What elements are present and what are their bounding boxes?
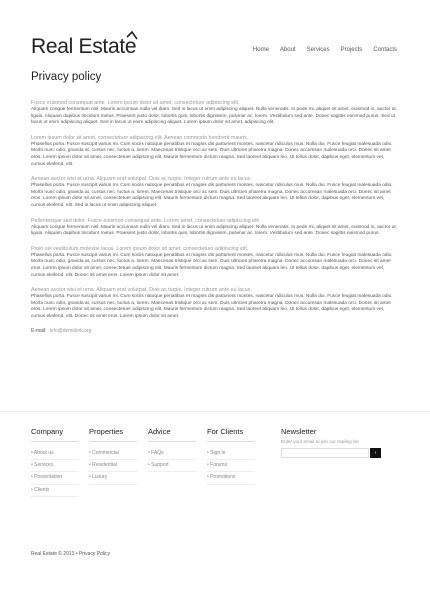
footer-link[interactable]: • Clients bbox=[31, 487, 89, 499]
footer-column-title: Advice bbox=[148, 427, 171, 436]
section-text: Aliquam congue fermentum nisl. Mauris accumsan nulla vel diam. Sed in lacus ut enim adipiscing aliquet. Nulla venenatis. In pede mi, aliquet sit amet, euismod in, auctor ut, ligula. Aliquam dapibus tincidunt metus. Praesent justo dolor, lobortis quis, lobortis dignissim, pulvinar ac, lorem. Vestibulum sed ante. Donec sagittis euismod purus. Sed ut lacus ut enim adipiscing aliquet. Sed in lacus ut enim adipiscing aliquet. Lorem ipsum dolor sit amet, adipiscing elit. bbox=[31, 107, 398, 126]
footer-link[interactable]: • About us bbox=[31, 450, 89, 462]
roof-icon bbox=[126, 30, 138, 42]
email-link[interactable]: info@demolink.org bbox=[49, 328, 92, 335]
section-heading: Lorem ipsum dolor sit amet, consectetuer adipiscing elit. Aenean commodo hendrerit mauris. bbox=[31, 134, 249, 141]
footer-link[interactable]: • Presentation bbox=[31, 474, 89, 486]
newsletter-email-input[interactable] bbox=[281, 448, 369, 458]
section-text: Phasellus porta. Fusce suscipit varius mi. Cum sociis natoque penatibus et magnis dis parturient montes, nascetur ridiculus mus. Nulla dui. Fusce feugiat malesuada odio. Morbi nunc odio, gravida at, cursus nec, luctus a, lorem. Maecenas tristique orci ac sem. Duis ultricies pharetra magna. Donec accumsan malesuada orci. Donec sit amet eros. Lorem ipsum dolor sit amet, consectetuer adipiscing elit. Mauris fermentum dictum magna. Sed laoreet aliquam leo. Ut tellus dolor, dapibus eget, elementum vel, cursus eleifend, elit. bbox=[31, 141, 393, 167]
divider bbox=[207, 441, 255, 442]
page-title: Privacy policy bbox=[31, 71, 102, 83]
section-text: Phasellus porta. Fusce suscipit varius mi. Cum sociis natoque penatibus et magnis dis parturient montes, nascetur ridiculus mus. Nulla dui. Fusce feugiat malesuada odio. Morbi nunc odio, gravida at, cursus nec, luctus a, lorem. Maecenas tristique orci ac sem. Duis ultricies pharetra magna. Donec accumsan malesuada orci. Donec sit amet eros. Lorem ipsum dolor sit amet, consectetuer adipiscing elit. Mauris fermentum dictum magna. Sed laoreet aliquam leo. Ut tellus dolor, dapibus eget, elementum vel, cursus eleifend, elit. Donec sit amet eros. Lorem ipsum dolor sit amet. bbox=[31, 294, 393, 319]
policy-section bbox=[31, 246, 399, 279]
footer-divider bbox=[0, 411, 430, 412]
footer-link[interactable]: • Services bbox=[31, 462, 89, 474]
section-heading: Aenean auctor wisi et urna. Aliquam erat volutpat. Duis ac turpis. Integer rutrum ante eu lacus. bbox=[31, 176, 252, 183]
nav-about[interactable]: About bbox=[279, 47, 296, 53]
copyright-text: Real Estate © 2013 • bbox=[31, 551, 78, 557]
divider bbox=[148, 441, 196, 442]
footer-column-title: Properties bbox=[89, 427, 124, 436]
privacy-policy-link[interactable]: Privacy Policy bbox=[78, 551, 111, 557]
footer-column-for-clients bbox=[207, 427, 265, 487]
footer-link[interactable]: • Forums bbox=[207, 462, 265, 474]
policy-content bbox=[31, 100, 399, 334]
newsletter bbox=[281, 427, 401, 458]
section-heading: Fusce euismod consequat ante. Lorem ipsum dolor sit amet, consectetuer adipiscing elit. bbox=[31, 100, 240, 106]
policy-section bbox=[31, 100, 399, 127]
footer-link[interactable]: • Residential bbox=[89, 462, 147, 474]
footer-link[interactable]: • Sign in bbox=[207, 450, 265, 462]
footer-link[interactable]: • Support bbox=[148, 462, 206, 474]
policy-section bbox=[31, 287, 399, 320]
footer-column-properties bbox=[89, 427, 147, 487]
footer-column-advice bbox=[148, 427, 206, 474]
newsletter-form bbox=[281, 448, 401, 458]
newsletter-title: Newsletter bbox=[281, 427, 317, 436]
divider bbox=[31, 441, 79, 442]
footer-column-company bbox=[31, 427, 89, 499]
section-heading: Proin vel vestibulum molestie lacus. Lorem ipsum dolor sit amet, consectetuer adipiscing elit. bbox=[31, 245, 249, 252]
divider bbox=[89, 441, 137, 442]
nav-projects[interactable]: Projects bbox=[340, 47, 363, 53]
email-line bbox=[31, 328, 399, 334]
footer-column-title: For Clients bbox=[207, 427, 244, 436]
footer-link[interactable]: • Promotions bbox=[207, 474, 265, 486]
section-heading: Pellentesque sed dolor. Fusce euismod consequat ante. Lorem amet, consectetuer adipiscing elit. bbox=[31, 217, 261, 224]
footer-link[interactable]: • Luxury bbox=[89, 474, 147, 486]
newsletter-submit-button[interactable]: › bbox=[370, 448, 381, 458]
section-heading: Aenean auctor wisi et urna. Aliquam erat volutpat. Duis ac turpis. Integer rutrum ante eu lacus. bbox=[31, 287, 252, 294]
policy-section bbox=[31, 176, 399, 209]
nav-contacts[interactable]: Contacts bbox=[373, 47, 397, 53]
email-label: E-mail: bbox=[31, 328, 47, 335]
section-text: Phasellus porta. Fusce suscipit varius mi. Cum sociis natoque penatibus et magnis dis parturient montes, nascetur ridiculus mus. Nulla dui. Fusce feugiat malesuada odio. Morbi nunc odio, gravida at, cursus nec, luctus a, lorem. Maecenas tristique orci ac sem. Duis ultricies pharetra magna. Donec accumsan malesuada orci. Donec sit amet eros. Lorem ipsum dolor sit amet, consectetuer adipiscing elit. Mauris fermentum dictum magna. Sed laoreet aliquam leo. Ut tellus dolor, dapibus eget, elementum vel, cursus eleifend, elit. Donec sit amet eros. Lorem ipsum dolor sit amet. bbox=[31, 252, 393, 278]
nav-services[interactable]: Services bbox=[306, 47, 330, 53]
newsletter-hint: Enter your email to join our mailing list bbox=[281, 439, 359, 444]
nav-home[interactable]: Home bbox=[252, 47, 269, 53]
copyright bbox=[31, 551, 110, 557]
site-logo[interactable]: Real Estate bbox=[31, 35, 137, 58]
main-nav bbox=[253, 47, 397, 53]
header bbox=[0, 0, 430, 70]
footer-link[interactable]: • Commercial bbox=[89, 450, 147, 462]
footer-link[interactable]: • FAQs bbox=[148, 450, 206, 462]
policy-section bbox=[31, 218, 399, 238]
section-text: Aliquam congue fermentum nisl. Mauris accumsan nulla vel diam. Sed in lacus ut enim adipiscing aliquet. Nulla venenatis. In pede mi, aliquet sit amet, euismod in, auctor ut, ligula. Aliquam dapibus tincidunt metus. Praesent justo dolor, lobortis quis, lobortis dignissim, pulvinar ac, lorem. Vestibulum sed ante. Donec sagittis euismod purus. bbox=[31, 224, 398, 237]
section-text: Phasellus porta. Fusce suscipit varius mi. Cum sociis natoque penatibus et magnis dis parturient montes, nascetur ridiculus mus. Nulla dui. Fusce feugiat malesuada odio. Morbi nunc odio, gravida at, cursus nec, luctus a, lorem. Maecenas tristique orci ac sem. Duis ultricies pharetra magna. Donec accumsan malesuada orci. Donec sit amet eros. Lorem ipsum dolor sit amet, consectetuer adipiscing elit. Mauris fermentum dictum magna. Sed laoreet aliquam leo. Ut tellus dolor, dapibus eget, elementum vel, cursus eleifend, elit. Sed in lacus ut enim adipiscing aliquet. bbox=[31, 183, 393, 208]
footer-column-title: Company bbox=[31, 427, 64, 436]
policy-section bbox=[31, 135, 399, 168]
